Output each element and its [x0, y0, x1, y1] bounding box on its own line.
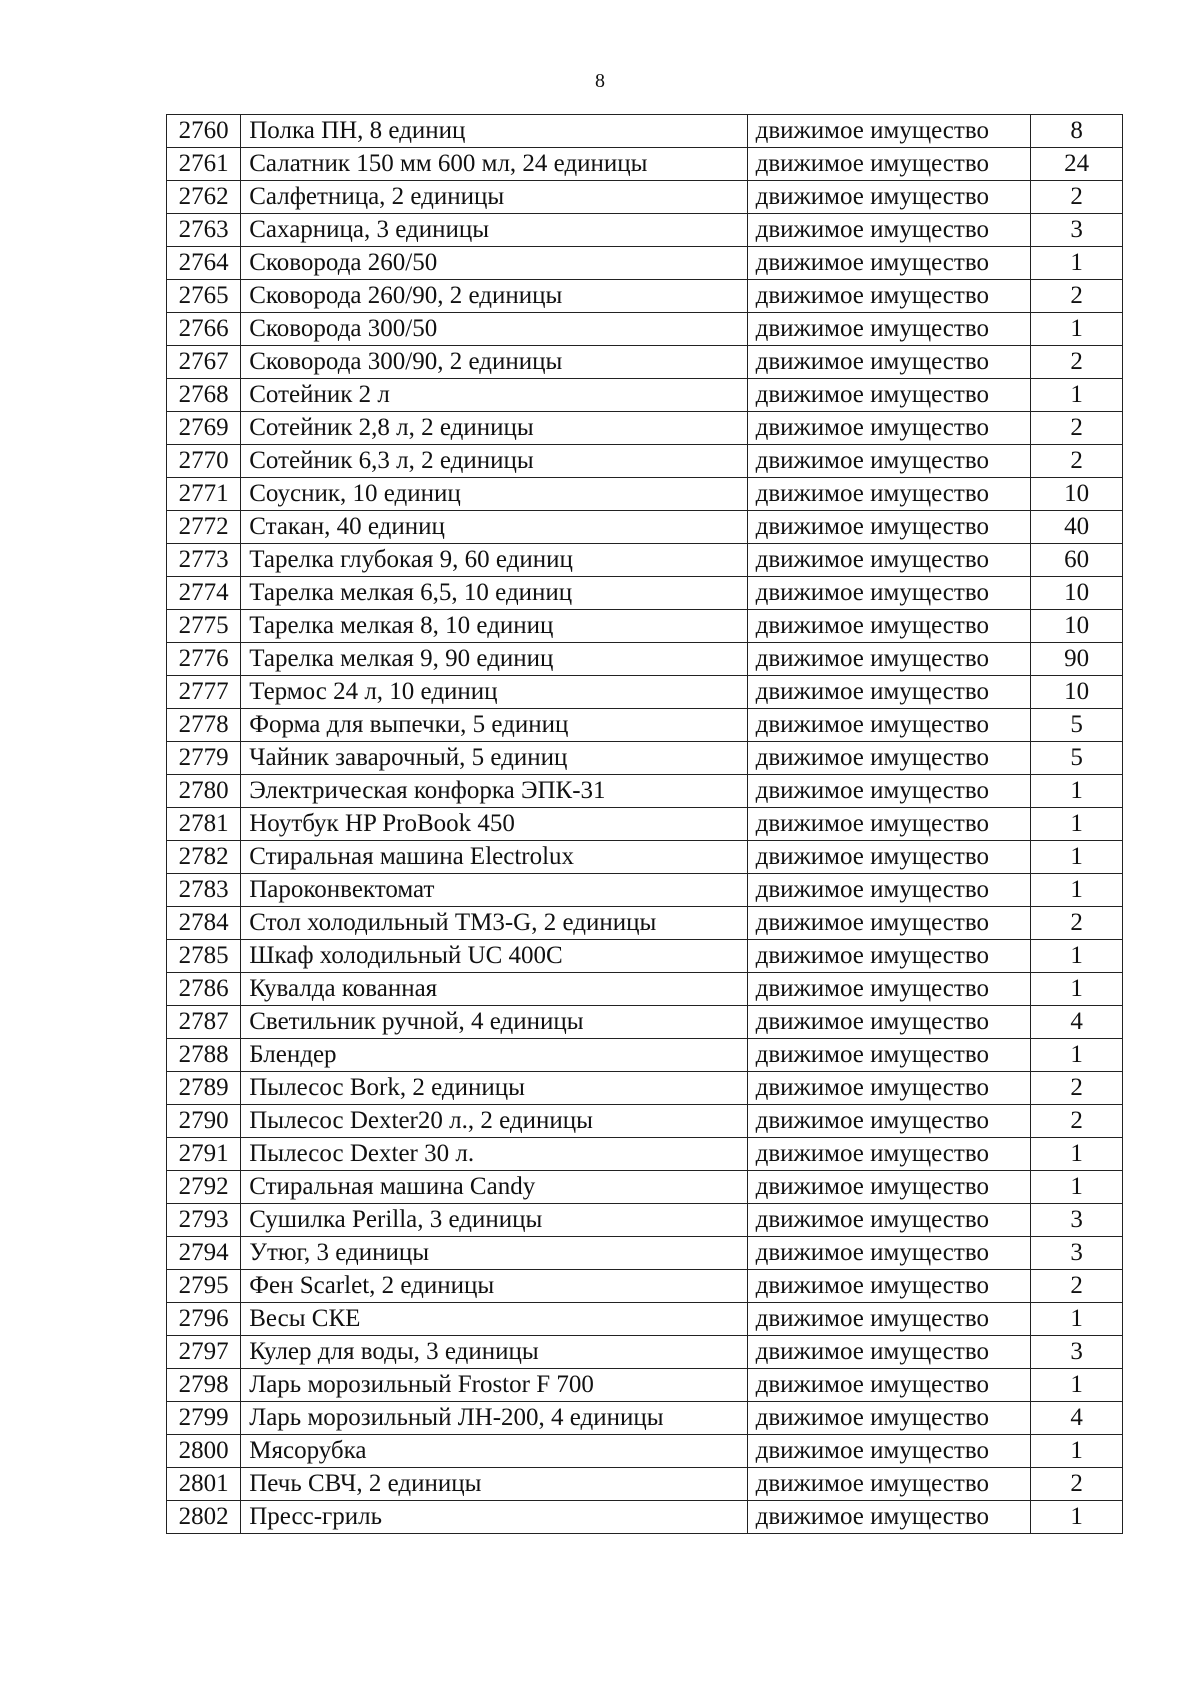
table-row [167, 808, 1123, 841]
item-name-cell: Пресс-гриль [241, 1501, 747, 1534]
quantity-cell: 2 [1031, 445, 1123, 478]
item-name-cell: Ларь морозильный ЛН-200, 4 единицы [241, 1402, 747, 1435]
table-row [167, 1171, 1123, 1204]
quantity-cell: 1 [1031, 808, 1123, 841]
property-type-cell: движимое имущество [747, 610, 1031, 643]
quantity-cell: 1 [1031, 841, 1123, 874]
row-number-cell: 2784 [167, 907, 241, 940]
property-table [166, 114, 1123, 1534]
table-row [167, 478, 1123, 511]
property-type-cell: движимое имущество [747, 841, 1031, 874]
quantity-cell: 3 [1031, 1204, 1123, 1237]
item-name-cell: Тарелка глубокая 9, 60 единиц [241, 544, 747, 577]
table-row [167, 1402, 1123, 1435]
row-number-cell: 2798 [167, 1369, 241, 1402]
quantity-cell: 1 [1031, 775, 1123, 808]
table-row [167, 1369, 1123, 1402]
row-number-cell: 2777 [167, 676, 241, 709]
property-type-cell: движимое имущество [747, 742, 1031, 775]
property-type-cell: движимое имущество [747, 1072, 1031, 1105]
table-row [167, 544, 1123, 577]
table-row [167, 1468, 1123, 1501]
property-type-cell: движимое имущество [747, 1501, 1031, 1534]
property-table-body [167, 115, 1123, 1534]
item-name-cell: Стиральная машина Electrolux [241, 841, 747, 874]
row-number-cell: 2770 [167, 445, 241, 478]
item-name-cell: Пылесос Dexter 30 л. [241, 1138, 747, 1171]
property-type-cell: движимое имущество [747, 148, 1031, 181]
item-name-cell: Форма для выпечки, 5 единиц [241, 709, 747, 742]
item-name-cell: Сковорода 260/90, 2 единицы [241, 280, 747, 313]
property-type-cell: движимое имущество [747, 1435, 1031, 1468]
table-row [167, 610, 1123, 643]
quantity-cell: 10 [1031, 676, 1123, 709]
row-number-cell: 2767 [167, 346, 241, 379]
item-name-cell: Сушилка Perilla, 3 единицы [241, 1204, 747, 1237]
property-type-cell: движимое имущество [747, 1237, 1031, 1270]
row-number-cell: 2773 [167, 544, 241, 577]
row-number-cell: 2764 [167, 247, 241, 280]
table-row [167, 148, 1123, 181]
row-number-cell: 2791 [167, 1138, 241, 1171]
property-type-cell: движимое имущество [747, 973, 1031, 1006]
item-name-cell: Блендер [241, 1039, 747, 1072]
table-row [167, 1138, 1123, 1171]
item-name-cell: Кулер для воды, 3 единицы [241, 1336, 747, 1369]
quantity-cell: 2 [1031, 1468, 1123, 1501]
table-row [167, 676, 1123, 709]
item-name-cell: Кувалда кованная [241, 973, 747, 1006]
item-name-cell: Сковорода 260/50 [241, 247, 747, 280]
table-row [167, 1072, 1123, 1105]
table-row [167, 742, 1123, 775]
item-name-cell: Фен Scarlet, 2 единицы [241, 1270, 747, 1303]
property-type-cell: движимое имущество [747, 874, 1031, 907]
property-type-cell: движимое имущество [747, 676, 1031, 709]
table-row [167, 1303, 1123, 1336]
quantity-cell: 60 [1031, 544, 1123, 577]
item-name-cell: Сотейник 2 л [241, 379, 747, 412]
table-row [167, 973, 1123, 1006]
quantity-cell: 2 [1031, 280, 1123, 313]
quantity-cell: 90 [1031, 643, 1123, 676]
quantity-cell: 5 [1031, 742, 1123, 775]
table-row [167, 1204, 1123, 1237]
item-name-cell: Электрическая конфорка ЭПК-31 [241, 775, 747, 808]
quantity-cell: 3 [1031, 1237, 1123, 1270]
property-type-cell: движимое имущество [747, 247, 1031, 280]
table-row [167, 643, 1123, 676]
item-name-cell: Салатник 150 мм 600 мл, 24 единицы [241, 148, 747, 181]
row-number-cell: 2771 [167, 478, 241, 511]
quantity-cell: 10 [1031, 577, 1123, 610]
quantity-cell: 1 [1031, 940, 1123, 973]
row-number-cell: 2794 [167, 1237, 241, 1270]
item-name-cell: Светильник ручной, 4 единицы [241, 1006, 747, 1039]
item-name-cell: Сковорода 300/50 [241, 313, 747, 346]
property-type-cell: движимое имущество [747, 1468, 1031, 1501]
row-number-cell: 2797 [167, 1336, 241, 1369]
quantity-cell: 4 [1031, 1006, 1123, 1039]
property-type-cell: движимое имущество [747, 643, 1031, 676]
property-type-cell: движимое имущество [747, 1303, 1031, 1336]
property-type-cell: движимое имущество [747, 214, 1031, 247]
item-name-cell: Пылесос Dexter20 л., 2 единицы [241, 1105, 747, 1138]
quantity-cell: 1 [1031, 313, 1123, 346]
property-type-cell: движимое имущество [747, 1171, 1031, 1204]
table-row [167, 940, 1123, 973]
row-number-cell: 2765 [167, 280, 241, 313]
item-name-cell: Ларь морозильный Frostor F 700 [241, 1369, 747, 1402]
row-number-cell: 2788 [167, 1039, 241, 1072]
quantity-cell: 1 [1031, 379, 1123, 412]
item-name-cell: Пароконвектомат [241, 874, 747, 907]
property-type-cell: движимое имущество [747, 313, 1031, 346]
property-type-cell: движимое имущество [747, 1369, 1031, 1402]
item-name-cell: Печь СВЧ, 2 единицы [241, 1468, 747, 1501]
item-name-cell: Стакан, 40 единиц [241, 511, 747, 544]
row-number-cell: 2790 [167, 1105, 241, 1138]
property-type-cell: движимое имущество [747, 445, 1031, 478]
table-row [167, 280, 1123, 313]
table-row [167, 874, 1123, 907]
row-number-cell: 2772 [167, 511, 241, 544]
table-row [167, 115, 1123, 148]
row-number-cell: 2780 [167, 775, 241, 808]
table-row [167, 313, 1123, 346]
quantity-cell: 1 [1031, 1039, 1123, 1072]
table-row [167, 1336, 1123, 1369]
property-type-cell: движимое имущество [747, 346, 1031, 379]
row-number-cell: 2793 [167, 1204, 241, 1237]
item-name-cell: Салфетница, 2 единицы [241, 181, 747, 214]
quantity-cell: 1 [1031, 247, 1123, 280]
item-name-cell: Тарелка мелкая 8, 10 единиц [241, 610, 747, 643]
table-row [167, 412, 1123, 445]
table-row [167, 841, 1123, 874]
property-type-cell: движимое имущество [747, 1138, 1031, 1171]
table-row [167, 1237, 1123, 1270]
property-type-cell: движимое имущество [747, 1402, 1031, 1435]
item-name-cell: Полка ПН, 8 единиц [241, 115, 747, 148]
property-type-cell: движимое имущество [747, 115, 1031, 148]
quantity-cell: 1 [1031, 874, 1123, 907]
table-row [167, 775, 1123, 808]
property-type-cell: движимое имущество [747, 1336, 1031, 1369]
item-name-cell: Сковорода 300/90, 2 единицы [241, 346, 747, 379]
quantity-cell: 10 [1031, 610, 1123, 643]
quantity-cell: 1 [1031, 1501, 1123, 1534]
quantity-cell: 2 [1031, 346, 1123, 379]
row-number-cell: 2761 [167, 148, 241, 181]
quantity-cell: 2 [1031, 1105, 1123, 1138]
property-type-cell: движимое имущество [747, 1039, 1031, 1072]
quantity-cell: 2 [1031, 1270, 1123, 1303]
item-name-cell: Мясорубка [241, 1435, 747, 1468]
property-type-cell: движимое имущество [747, 940, 1031, 973]
item-name-cell: Ноутбук HP ProBook 450 [241, 808, 747, 841]
row-number-cell: 2769 [167, 412, 241, 445]
property-type-cell: движимое имущество [747, 544, 1031, 577]
quantity-cell: 24 [1031, 148, 1123, 181]
item-name-cell: Термос 24 л, 10 единиц [241, 676, 747, 709]
table-row [167, 511, 1123, 544]
quantity-cell: 5 [1031, 709, 1123, 742]
row-number-cell: 2787 [167, 1006, 241, 1039]
row-number-cell: 2786 [167, 973, 241, 1006]
table-row [167, 379, 1123, 412]
row-number-cell: 2766 [167, 313, 241, 346]
table-row [167, 1501, 1123, 1534]
row-number-cell: 2778 [167, 709, 241, 742]
item-name-cell: Сотейник 6,3 л, 2 единицы [241, 445, 747, 478]
property-type-cell: движимое имущество [747, 808, 1031, 841]
property-type-cell: движимое имущество [747, 1270, 1031, 1303]
quantity-cell: 40 [1031, 511, 1123, 544]
row-number-cell: 2785 [167, 940, 241, 973]
table-row [167, 445, 1123, 478]
table-row [167, 346, 1123, 379]
quantity-cell: 8 [1031, 115, 1123, 148]
property-type-cell: движимое имущество [747, 577, 1031, 610]
property-type-cell: движимое имущество [747, 379, 1031, 412]
quantity-cell: 1 [1031, 973, 1123, 1006]
property-type-cell: движимое имущество [747, 907, 1031, 940]
quantity-cell: 1 [1031, 1435, 1123, 1468]
row-number-cell: 2782 [167, 841, 241, 874]
row-number-cell: 2763 [167, 214, 241, 247]
table-row [167, 181, 1123, 214]
row-number-cell: 2796 [167, 1303, 241, 1336]
row-number-cell: 2774 [167, 577, 241, 610]
quantity-cell: 2 [1031, 907, 1123, 940]
table-row [167, 709, 1123, 742]
table-row [167, 1006, 1123, 1039]
quantity-cell: 3 [1031, 214, 1123, 247]
item-name-cell: Утюг, 3 единицы [241, 1237, 747, 1270]
row-number-cell: 2775 [167, 610, 241, 643]
item-name-cell: Тарелка мелкая 6,5, 10 единиц [241, 577, 747, 610]
property-type-cell: движимое имущество [747, 1006, 1031, 1039]
quantity-cell: 1 [1031, 1138, 1123, 1171]
table-row [167, 907, 1123, 940]
property-type-cell: движимое имущество [747, 709, 1031, 742]
row-number-cell: 2802 [167, 1501, 241, 1534]
item-name-cell: Шкаф холодильный UC 400C [241, 940, 747, 973]
row-number-cell: 2799 [167, 1402, 241, 1435]
row-number-cell: 2783 [167, 874, 241, 907]
property-type-cell: движимое имущество [747, 181, 1031, 214]
property-type-cell: движимое имущество [747, 478, 1031, 511]
table-row [167, 1270, 1123, 1303]
item-name-cell: Весы СКЕ [241, 1303, 747, 1336]
property-type-cell: движимое имущество [747, 280, 1031, 313]
property-type-cell: движимое имущество [747, 1105, 1031, 1138]
row-number-cell: 2779 [167, 742, 241, 775]
row-number-cell: 2768 [167, 379, 241, 412]
row-number-cell: 2776 [167, 643, 241, 676]
item-name-cell: Пылесос Bork, 2 единицы [241, 1072, 747, 1105]
table-row [167, 247, 1123, 280]
quantity-cell: 2 [1031, 181, 1123, 214]
quantity-cell: 10 [1031, 478, 1123, 511]
item-name-cell: Чайник заварочный, 5 единиц [241, 742, 747, 775]
quantity-cell: 1 [1031, 1171, 1123, 1204]
row-number-cell: 2781 [167, 808, 241, 841]
quantity-cell: 1 [1031, 1303, 1123, 1336]
quantity-cell: 4 [1031, 1402, 1123, 1435]
table-row [167, 214, 1123, 247]
property-type-cell: движимое имущество [747, 511, 1031, 544]
property-type-cell: движимое имущество [747, 1204, 1031, 1237]
quantity-cell: 1 [1031, 1369, 1123, 1402]
quantity-cell: 2 [1031, 412, 1123, 445]
row-number-cell: 2800 [167, 1435, 241, 1468]
item-name-cell: Сотейник 2,8 л, 2 единицы [241, 412, 747, 445]
property-type-cell: движимое имущество [747, 775, 1031, 808]
table-row [167, 1039, 1123, 1072]
table-row [167, 1435, 1123, 1468]
quantity-cell: 3 [1031, 1336, 1123, 1369]
row-number-cell: 2762 [167, 181, 241, 214]
item-name-cell: Стол холодильный TM3-G, 2 единицы [241, 907, 747, 940]
property-type-cell: движимое имущество [747, 412, 1031, 445]
item-name-cell: Сахарница, 3 единицы [241, 214, 747, 247]
row-number-cell: 2789 [167, 1072, 241, 1105]
table-row [167, 1105, 1123, 1138]
row-number-cell: 2760 [167, 115, 241, 148]
item-name-cell: Соусник, 10 единиц [241, 478, 747, 511]
item-name-cell: Тарелка мелкая 9, 90 единиц [241, 643, 747, 676]
row-number-cell: 2795 [167, 1270, 241, 1303]
table-row [167, 577, 1123, 610]
quantity-cell: 2 [1031, 1072, 1123, 1105]
page-number: 8 [595, 70, 605, 92]
item-name-cell: Стиральная машина Candy [241, 1171, 747, 1204]
row-number-cell: 2801 [167, 1468, 241, 1501]
row-number-cell: 2792 [167, 1171, 241, 1204]
